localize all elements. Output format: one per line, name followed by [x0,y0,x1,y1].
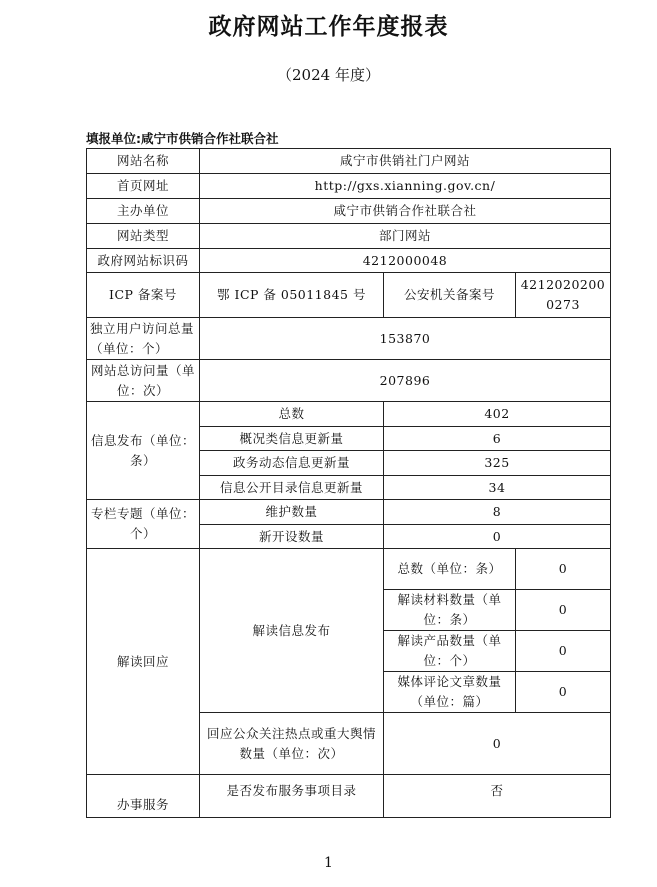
table-row [87,149,611,174]
interpret-product-value: 0 [516,631,611,672]
filing-unit: 填报单位:咸宁市供销合作社联合社 [86,131,279,146]
column-label: 专栏专题（单位：个） [87,500,200,549]
police-value: 42120202000273 [516,273,611,318]
interpret-product-label: 解读产品数量（单位：个） [384,631,516,672]
uv-label: 独立用户访问总量（单位：个） [87,318,200,360]
pv-label: 网站总访问量（单位：次） [87,360,200,402]
table-row [87,249,611,273]
service-catalog-value: 否 [384,775,611,818]
interpret-media-label: 媒体评论文章数量（单位：篇） [384,672,516,713]
table-row [87,775,611,818]
table-row [87,402,611,427]
homepage-label: 首页网址 [87,174,200,199]
info-overview-label: 概况类信息更新量 [200,427,384,451]
interpret-media-value: 0 [516,672,611,713]
column-new-label: 新开设数量 [200,525,384,549]
site-id-value: 4212000048 [200,249,611,273]
table-row [87,500,611,525]
interpret-total-label: 总数（单位：条） [384,549,516,590]
host-label: 主办单位 [87,199,200,224]
site-id-label: 政府网站标识码 [87,249,200,273]
report-table [86,148,611,818]
interpret-response-value: 0 [384,713,611,775]
site-type-label: 网站类型 [87,224,200,249]
column-maintain-value: 8 [384,500,611,525]
info-overview-value: 6 [384,427,611,451]
interpret-material-label: 解读材料数量（单位：条） [384,590,516,631]
host-value: 咸宁市供销合作社联合社 [200,199,611,224]
table-row [87,549,611,590]
info-label: 信息发布（单位：条） [87,402,200,500]
interpret-material-value: 0 [516,590,611,631]
info-catalog-label: 信息公开目录信息更新量 [200,476,384,500]
interpret-response-label: 回应公众关注热点或重大舆情数量（单位：次） [200,713,384,775]
table-row [87,199,611,224]
site-name-value: 咸宁市供销社门户网站 [200,149,611,174]
interpret-label: 解读回应 [87,549,200,775]
pv-value: 207896 [200,360,611,402]
table-row [87,273,611,318]
column-maintain-label: 维护数量 [200,500,384,525]
info-news-label: 政务动态信息更新量 [200,451,384,476]
table-row [87,224,611,249]
report-year: （2024 年度） [277,66,380,84]
info-total-label: 总数 [200,402,384,427]
interpret-total-value: 0 [516,549,611,590]
police-label: 公安机关备案号 [384,273,516,318]
column-new-value: 0 [384,525,611,549]
homepage-value: http://gxs.xianning.gov.cn/ [200,174,611,199]
table-row [87,318,611,360]
service-label: 办事服务 [87,775,200,818]
site-name-label: 网站名称 [87,149,200,174]
icp-value: 鄂 ICP 备 05011845 号 [200,273,384,318]
site-type-value: 部门网站 [200,224,611,249]
info-news-value: 325 [384,451,611,476]
table-row [87,174,611,199]
info-total-value: 402 [384,402,611,427]
uv-value: 153870 [200,318,611,360]
service-catalog-label: 是否发布服务事项目录 [200,775,384,818]
page-number: 1 [324,855,333,871]
table-row [87,360,611,402]
icp-label: ICP 备案号 [87,273,200,318]
report-title: 政府网站工作年度报表 [208,14,449,40]
interpret-publish-label: 解读信息发布 [200,549,384,713]
info-catalog-value: 34 [384,476,611,500]
